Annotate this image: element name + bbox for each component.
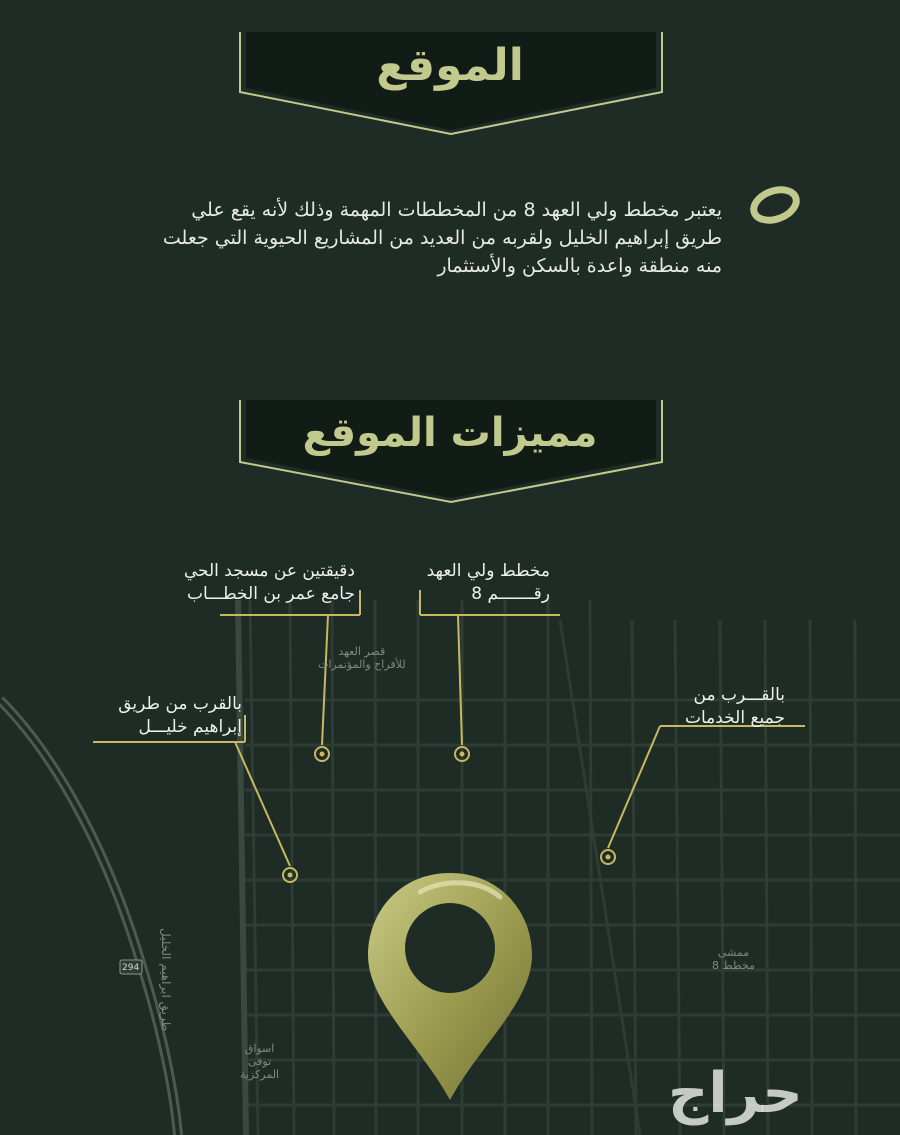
callout-road-line1: بالقرب من طريق [118,694,242,714]
watermark-logo: حراج [668,1061,803,1126]
callout-services-line1: بالقـــرب من [693,685,785,705]
callout-mosque-line2: جامع عمر بن الخطـــاب [186,584,355,604]
highway-badge: 294 [122,963,140,973]
map-label-palace: قصر العهد للأفراح والمؤتمرات [318,645,406,671]
callout-mosque-line1: دقيقتين عن مسجد الحي [183,561,355,581]
callout-road-line2: إبراهيم خليـــل [138,717,242,737]
section-title-location: الموقع [376,40,524,91]
callout-plan-line2: رقـــــــم 8 [471,584,550,604]
callout-services-line2: جميع الخدمات [684,708,785,728]
intro-paragraph: يعتبر مخطط ولي العهد 8 من المخططات المهمة وذلك لأنه يقع علي طريق إبراهيم الخليل ولقربه من العديد من المشاريع الحيوية التي جعلت منه منطقة واعدة بالسكن والأستثمار [162,199,722,277]
map-label-walkway: ممشى مخطط 8 [712,946,755,972]
map-label-road: طريق ابراهيم الخليل [159,928,173,1032]
map-label-market: اسواق توفى المركزية [240,1042,280,1081]
callout-plan-line1: مخطط ولي العهد [426,561,550,581]
section-title-features: مميزات الموقع [302,410,598,456]
